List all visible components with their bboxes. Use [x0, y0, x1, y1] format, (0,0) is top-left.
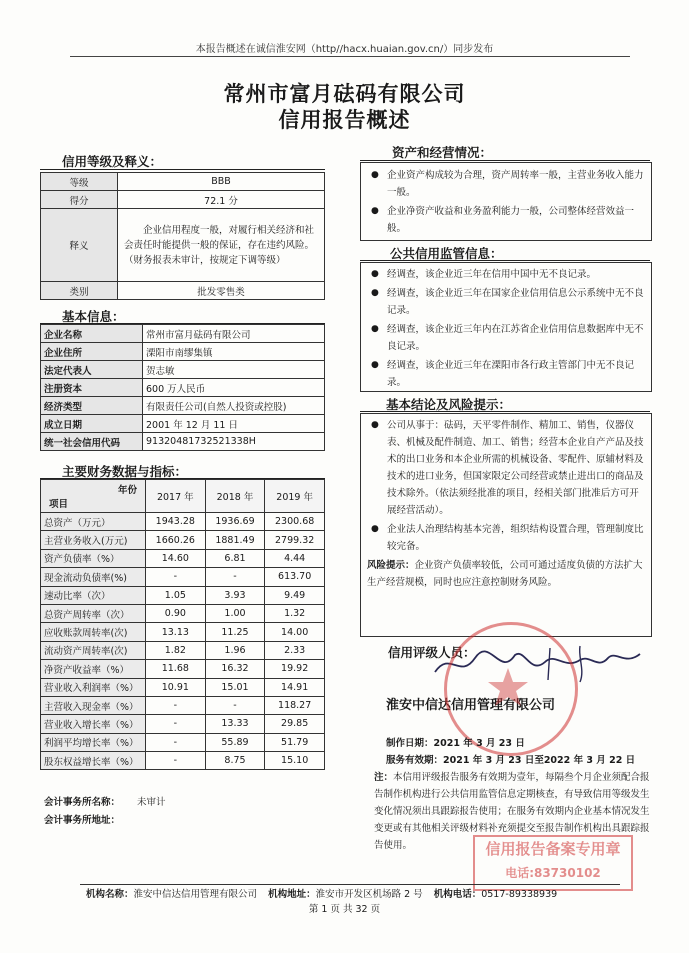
financial-corner-cell [41, 480, 146, 513]
footer-addr-label: 机构地址： [268, 889, 316, 900]
basic-row [41, 325, 325, 343]
rating-value: 批发零售类 [118, 282, 325, 300]
financial-cell: 1943.28 [146, 513, 206, 531]
financial-cell: - [146, 752, 206, 770]
financial-row-label: 流动资产周转率(次) [41, 641, 146, 659]
financial-cell: 1.00 [205, 604, 265, 622]
financial-row-label: 利润平均增长率（%） [41, 733, 146, 751]
financial-cell: 13.33 [205, 715, 265, 733]
financial-row [41, 733, 325, 751]
rating-definition-text: 企业信用程度一般，对履行相关经济和社会责任时能提供一般的保证，存在违约风险。（财务报表未审计，按规定下调等级） [118, 209, 325, 282]
financial-row-label: 净资产收益率（%） [41, 660, 146, 678]
financial-cell: 11.68 [146, 660, 206, 678]
financial-cell: 9.49 [265, 586, 325, 604]
assets-section-title: 资产和经营情况： [392, 145, 493, 160]
financial-row [41, 678, 325, 696]
financial-cell: 2799.32 [265, 531, 325, 549]
financial-cell: 10.91 [146, 678, 206, 696]
conclusion-item: ● 企业法人治理结构基本完善，组织结构设置合理，管理制度比较完备。 [367, 521, 645, 555]
footer-org-name: 淮安中信达信用管理有限公司 [133, 889, 258, 900]
rating-row-definition [41, 209, 325, 282]
financial-row-label: 主营业务收入(万元) [41, 531, 146, 549]
basic-value: 溧阳市南缪集镇 [143, 343, 325, 361]
footer-info [86, 886, 557, 900]
financial-row [41, 752, 325, 770]
financial-cell: 1.05 [146, 586, 206, 604]
financial-row-label: 速动比率（次） [41, 586, 146, 604]
footer-address: 淮安市开发区机场路 2 号 [315, 889, 423, 900]
page-number: 第 1 页 共 32 页 [308, 904, 381, 915]
basic-label: 统一社会信用代码 [41, 433, 143, 451]
financial-cell: - [146, 568, 206, 586]
financial-row [41, 568, 325, 586]
basic-label: 企业名称 [41, 325, 143, 343]
rating-section-line [40, 169, 325, 170]
basic-row [41, 433, 325, 451]
financial-row-label: 应收账款周转率(次) [41, 623, 146, 641]
seal-star-icon [444, 622, 572, 750]
risk-label: 风险提示： [367, 560, 415, 571]
basic-label: 企业住所 [41, 343, 143, 361]
financial-cell: - [146, 733, 206, 751]
conclusion-box [360, 413, 652, 637]
financial-cell: 8.75 [205, 752, 265, 770]
financial-row-label: 股东权益增长率（%） [41, 752, 146, 770]
basic-label: 成立日期 [41, 415, 143, 433]
footer-phone: 0517-89338939 [481, 889, 558, 900]
year-header: 2019 年 [265, 480, 325, 513]
rating-row-category [41, 282, 325, 300]
assets-box [360, 162, 652, 241]
financial-row [41, 641, 325, 659]
financial-row-label: 现金流动负债率(%) [41, 568, 146, 586]
auditor-address-label: 会计事务所地址： [44, 815, 121, 826]
risk-note [367, 557, 645, 591]
conclusion-section-line [360, 411, 650, 412]
financial-cell: - [205, 696, 265, 714]
financial-row [41, 531, 325, 549]
corner-year-label: 年份 [117, 485, 137, 496]
basic-value: 有限责任公司(自然人投资或控股) [143, 397, 325, 415]
top-note: 本报告概述在诚信淮安网（http//hacx.huaian.gov.cn/）同步发布 [195, 44, 494, 55]
financial-cell: 14.91 [265, 678, 325, 696]
footer-phone-label: 机构电话： [433, 889, 482, 900]
financial-cell: 1.96 [205, 641, 265, 659]
financial-row [41, 604, 325, 622]
financial-row [41, 549, 325, 567]
financial-cell: 1936.69 [205, 513, 265, 531]
basic-label: 法定代表人 [41, 361, 143, 379]
basic-label: 注册资本 [41, 379, 143, 397]
footer-divider [80, 884, 620, 885]
financial-row-label: 营业收入利润率（%） [41, 678, 146, 696]
basic-info-table [40, 324, 325, 451]
financial-row-label: 资产负债率（%） [41, 549, 146, 567]
financial-section-title: 主要财务数据与指标： [62, 464, 188, 479]
basic-row [41, 415, 325, 433]
assets-item: ● 企业资产构成较为合理，资产周转率一般，主营业务收入能力一般。 [367, 167, 645, 201]
financial-cell: 29.85 [265, 715, 325, 733]
financial-cell: 1.32 [265, 604, 325, 622]
financial-cell: 16.32 [205, 660, 265, 678]
supervision-section-line [360, 260, 650, 261]
financial-row [41, 696, 325, 714]
financial-cell: 2.33 [265, 641, 325, 659]
auditor-name-label: 会计事务所名称： [44, 797, 121, 808]
rating-label: 类别 [41, 282, 118, 300]
made-date-value: 2021 年 3 月 23 日 [433, 738, 525, 749]
auditor-name-value: 未审计 [137, 797, 166, 808]
rating-table [40, 172, 325, 300]
financial-row [41, 623, 325, 641]
basic-row [41, 361, 325, 379]
financial-row [41, 513, 325, 531]
top-divider [70, 56, 630, 57]
conclusion-item: ● 公司从事于：砝码，天平零件制作、精加工、销售，仪器仪表、机械及配件制造、加工、销售；经营本企业自产产品及技术的出口业务和本企业所需的机械设备、零配件、原辅材料及技术的进口业务，但国家限定公司经营或禁止进出口的商品及技术除外。（依法须经批准的项目，经相关部门批准后方可开展经营活动）。 [367, 417, 645, 519]
financial-cell: 51.79 [265, 733, 325, 751]
financial-table [40, 479, 325, 770]
filing-stamp-line2: 电话:83730102 [505, 866, 601, 880]
financial-body [41, 513, 325, 770]
supervision-item: ● 经调查，该企业近三年在信用中国中无不良记录。 [367, 266, 645, 283]
financial-cell: 13.13 [146, 623, 206, 641]
supervision-item: ● 经调查，该企业近三年内在江苏省企业信用信息数据库中无不良记录。 [367, 321, 645, 355]
year-header: 2018 年 [205, 480, 265, 513]
financial-cell: 613.70 [265, 568, 325, 586]
basic-value: 2001 年 12 月 11 日 [143, 415, 325, 433]
financial-row-label: 总资产（万元） [41, 513, 146, 531]
rating-label: 等级 [41, 173, 118, 191]
financial-row-label: 营业收入增长率（%） [41, 715, 146, 733]
basic-value: 91320481732521338H [143, 433, 325, 451]
year-header: 2017 年 [146, 480, 206, 513]
supervision-section-title: 公共信用监管信息： [390, 246, 503, 261]
agency-name: 淮安中信达信用管理有限公司 [386, 698, 556, 713]
financial-cell: 118.27 [265, 696, 325, 714]
made-date [386, 735, 525, 749]
financial-cell: 15.01 [205, 678, 265, 696]
report-title: 信用报告概述 [278, 108, 411, 132]
basic-value: 常州市富月砝码有限公司 [143, 325, 325, 343]
rating-label: 得分 [41, 191, 118, 209]
financial-cell: 14.60 [146, 549, 206, 567]
valid-value: 2021 年 3 月 23 日至2022 年 3 月 22 日 [443, 755, 636, 766]
filing-stamp [473, 835, 633, 891]
footer-org-label: 机构名称： [86, 889, 134, 900]
financial-cell: 1.82 [146, 641, 206, 659]
financial-cell: - [146, 696, 206, 714]
corner-item-label: 项目 [49, 499, 69, 510]
financial-cell: 3.93 [205, 586, 265, 604]
financial-row [41, 660, 325, 678]
basic-row [41, 343, 325, 361]
financial-cell: - [205, 568, 265, 586]
financial-cell: 0.90 [146, 604, 206, 622]
rater-label: 信用评级人员： [388, 645, 476, 660]
supervision-item: ● 经调查，该企业近三年在溧阳市各行政主管部门中无不良记录。 [367, 357, 645, 391]
financial-cell: 19.92 [265, 660, 325, 678]
valid-period [386, 752, 635, 766]
financial-cell: 4.44 [265, 549, 325, 567]
note-text: 本信用评级报告服务有效期为壹年，每隔叁个月企业须配合报告制作机构进行公共信用监管信息定期核查，有导致信用等级发生变化情况须出具跟踪报告使用；在服务有效期内企业基本情况发生变更或有其他相关评级材料补充须提交至报告制作机构出具跟踪报告使用。 [374, 772, 650, 851]
financial-cell: 1660.26 [146, 531, 206, 549]
note-label: 注： [374, 772, 394, 783]
conclusion-section-title: 基本结论及风险提示： [386, 397, 512, 412]
rating-value: BBB [118, 173, 325, 191]
financial-row-label: 主营收入现金率（%） [41, 696, 146, 714]
financial-cell: 14.00 [265, 623, 325, 641]
rating-value: 72.1 分 [118, 191, 325, 209]
financial-row-label: 总资产周转率（次） [41, 604, 146, 622]
supervision-item: ● 经调查，该企业近三年在国家企业信用信息公示系统中无不良记录。 [367, 285, 645, 319]
rating-row-score [41, 191, 325, 209]
supervision-box [360, 262, 652, 392]
assets-section-line [360, 160, 650, 161]
rating-row-grade [41, 173, 325, 191]
financial-header-row [41, 480, 325, 513]
rating-section-title: 信用等级及释义： [62, 154, 163, 169]
risk-text: 企业资产负债率较低，公司可通过适度负债的方法扩大生产经营规模，同时也应注意控制财务风险。 [367, 560, 643, 588]
basic-row [41, 397, 325, 415]
basic-label: 经济类型 [41, 397, 143, 415]
financial-cell: 15.10 [265, 752, 325, 770]
basic-section-title: 基本信息： [62, 309, 125, 324]
assets-item: ● 企业净资产收益和业务盈利能力一般，公司整体经营效益一般。 [367, 203, 645, 237]
financial-row [41, 586, 325, 604]
financial-cell: 11.25 [205, 623, 265, 641]
basic-value: 贺志敏 [143, 361, 325, 379]
financial-cell: 1881.49 [205, 531, 265, 549]
rating-label: 释义 [41, 209, 118, 282]
financial-cell: 6.81 [205, 549, 265, 567]
company-title: 常州市富月砝码有限公司 [223, 82, 466, 106]
basic-value: 600 万人民币 [143, 379, 325, 397]
basic-row [41, 379, 325, 397]
financial-cell: 2300.68 [265, 513, 325, 531]
made-date-label: 制作日期： [386, 738, 434, 749]
financial-cell: - [146, 715, 206, 733]
valid-label: 服务有效期： [386, 755, 444, 766]
financial-row [41, 715, 325, 733]
financial-cell: 55.89 [205, 733, 265, 751]
filing-stamp-line1: 信用报告备案专用章 [485, 840, 621, 858]
